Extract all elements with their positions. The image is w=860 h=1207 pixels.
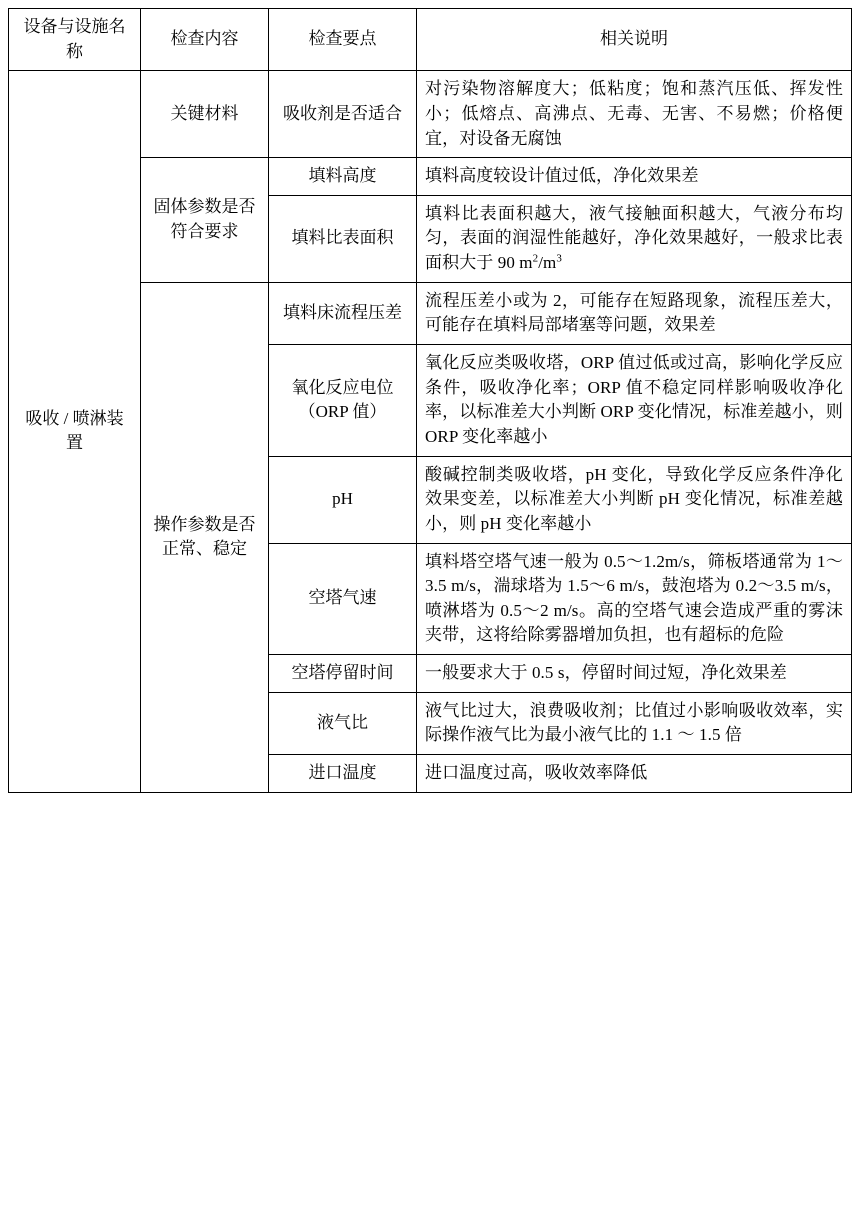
desc-text-part1: 填料比表面积越大，液气接触面积越大，气液分布均匀，表面的润湿性能越好，净化效果越好，一般求比表面积大于 90 m [425, 203, 843, 273]
cell-desc-liquid-gas-ratio: 液气比过大，浪费吸收剂；比值过小影响吸收效率，实际操作液气比为最小液气比的 1.1 ～ 1.5 倍 [417, 692, 852, 754]
cell-point-inlet-temperature: 进口温度 [269, 755, 417, 793]
header-device-name: 设备与设施名称 [9, 9, 141, 71]
cell-desc-specific-surface-area [417, 195, 852, 282]
table-body [9, 71, 852, 792]
table-header [9, 9, 852, 71]
desc-text-part2: /m [538, 253, 557, 273]
cell-device-name: 吸收 / 喷淋装置 [9, 71, 141, 792]
desc-superscript-3: 3 [556, 252, 562, 265]
cell-point-orp: 氧化反应电位（ORP 值） [269, 345, 417, 457]
cell-point-specific-surface-area: 填料比表面积 [269, 195, 417, 282]
cell-desc-inlet-temperature: 进口温度过高，吸收效率降低 [417, 755, 852, 793]
cell-point-residence-time: 空塔停留时间 [269, 655, 417, 693]
cell-content-solid-parameters: 固体参数是否符合要求 [141, 158, 269, 283]
cell-desc-packing-bed-pressure-drop: 流程压差小或为 2，可能存在短路现象，流程压差大，可能存在填料局部堵塞等问题，效果差 [417, 282, 852, 344]
cell-desc-packing-height: 填料高度较设计值过低，净化效果差 [417, 158, 852, 196]
header-inspection-content: 检查内容 [141, 9, 269, 71]
cell-desc-superficial-gas-velocity: 填料塔空塔气速一般为 0.5～1.2m/s，筛板塔通常为 1～3.5 m/s，湍球塔为 1.5～6 m/s，鼓泡塔为 0.2～3.5 m/s，喷淋塔为 0.5～2 m/s。高的空塔气速会造成严重的雾沫夹带，这将给除雾器增加负担，也有超标的危险 [417, 543, 852, 655]
cell-desc-residence-time: 一般要求大于 0.5 s，停留时间过短，净化效果差 [417, 655, 852, 693]
header-description: 相关说明 [417, 9, 852, 71]
cell-point-absorbent-suitability: 吸收剂是否适合 [269, 71, 417, 158]
inspection-table [8, 8, 852, 793]
cell-content-operating-parameters: 操作参数是否正常、稳定 [141, 282, 269, 792]
desc-superscript-2: 2 [532, 252, 539, 265]
cell-point-superficial-gas-velocity: 空塔气速 [269, 543, 417, 655]
cell-content-key-material: 关键材料 [141, 71, 269, 158]
cell-desc-orp: 氧化反应类吸收塔，ORP 值过低或过高，影响化学反应条件，吸收净化率；ORP 值不稳定同样影响吸收净化率，以标准差大小判断 ORP 变化情况，标准差越小，则 ORP 变化率越小 [417, 345, 852, 457]
cell-desc-ph: 酸碱控制类吸收塔，pH 变化，导致化学反应条件净化效果变差，以标准差大小判断 pH 变化情况，标准差越小，则 pH 变化率越小 [417, 456, 852, 543]
cell-point-packing-height: 填料高度 [269, 158, 417, 196]
header-row [9, 9, 852, 71]
cell-desc-absorbent-suitability: 对污染物溶解度大；低粘度；饱和蒸汽压低、挥发性小；低熔点、高沸点、无毒、无害、不易燃；价格便宜，对设备无腐蚀 [417, 71, 852, 158]
cell-point-liquid-gas-ratio: 液气比 [269, 692, 417, 754]
cell-point-ph: pH [269, 456, 417, 543]
table-row [9, 71, 852, 158]
cell-point-packing-bed-pressure-drop: 填料床流程压差 [269, 282, 417, 344]
header-inspection-point: 检查要点 [269, 9, 417, 71]
